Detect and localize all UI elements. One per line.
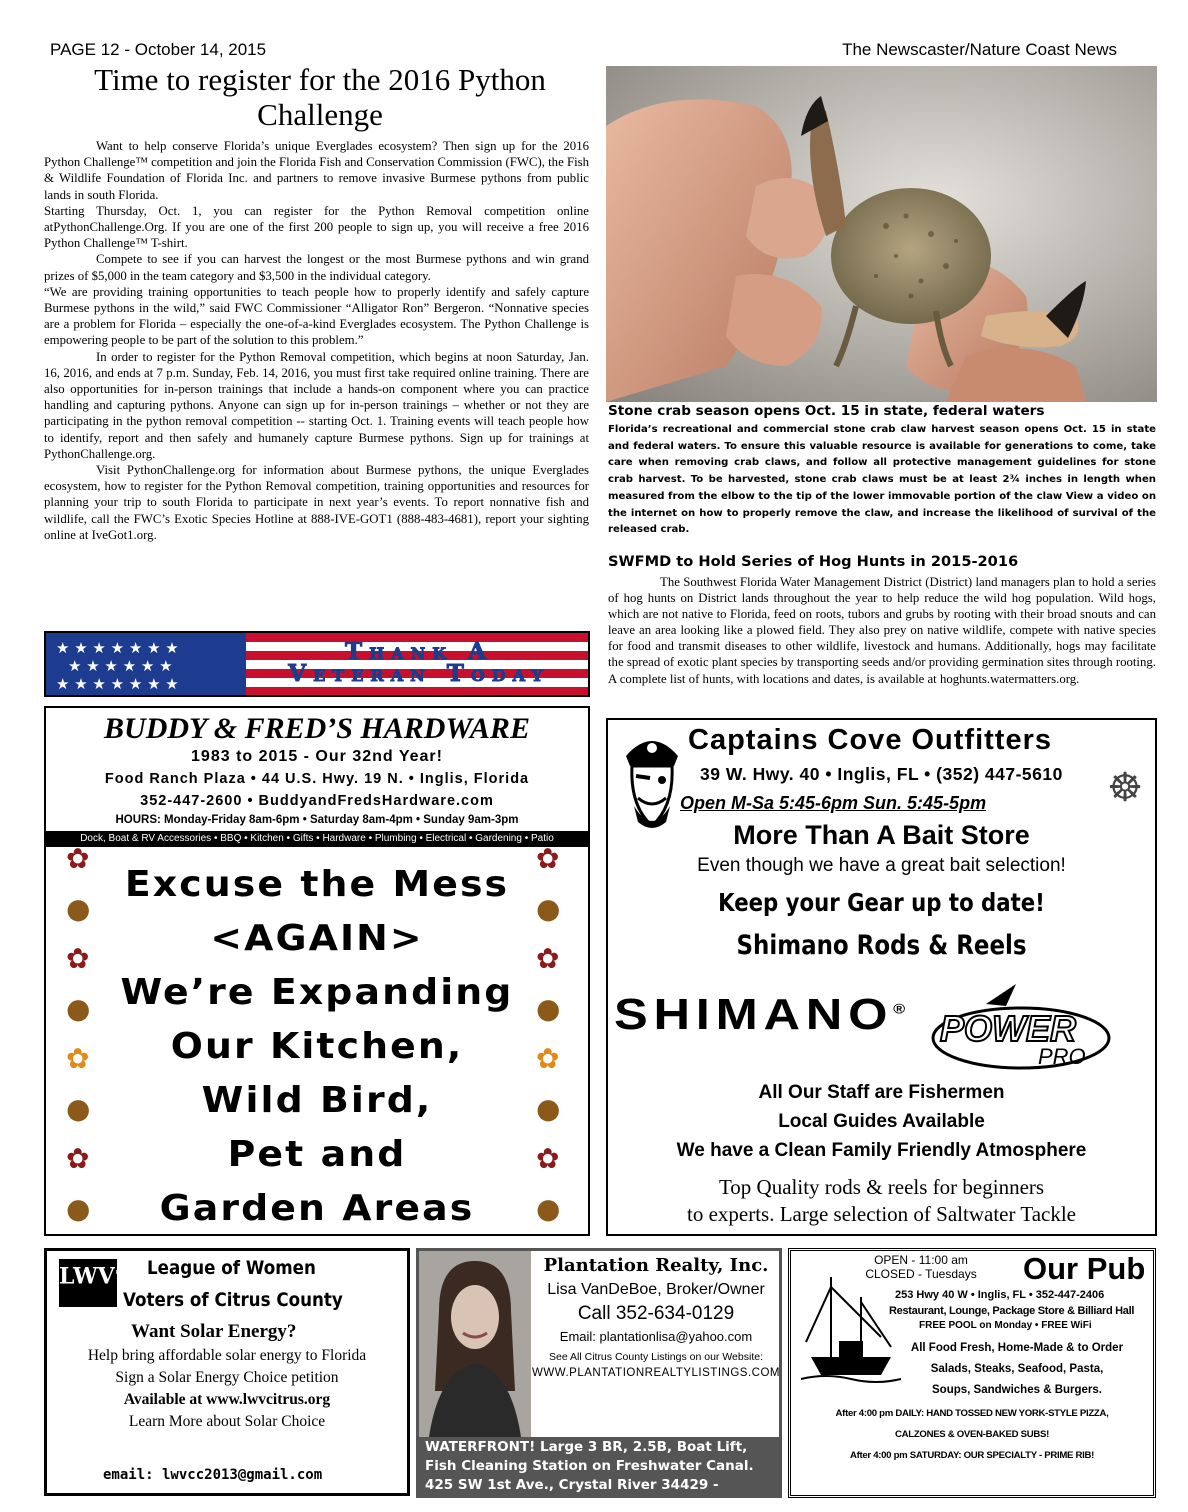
pub-address: 253 Hwy 40 W • Inglis, FL • 352-447-2406 — [895, 1289, 1105, 1301]
pro-wordmark: PRO — [1038, 1044, 1086, 1069]
article-paragraph: In order to register for the Python Removal competition, which begins at noon Saturday, Jan. 16, 2016, and ends at 7 p.m. Sunday, Feb. 14, 2016, you must first take required online training. There are also opportunities for in-person trainings that include a hands-on component where you can practice handling and capturing pythons. Anyone can sign up for in-person trainings – whether or not they are participating in the python removal competition -- starting Oct. 1. Training events will teach people how to identify, report and then safely and humanely capture Burmese pythons. Sign up for trainings at PythonChallenge.org. — [44, 349, 589, 461]
league-line: Learn More about Solar Choice — [128, 1413, 326, 1430]
svg-text:✿: ✿ — [66, 842, 90, 875]
article-paragraph: Want to help conserve Florida’s unique Everglades ecosystem? Then sign up for the 2016 Python Challenge™ competition and join the Florida Fish and Conservation Commission (FWC), the Fish & Wildlife Foundation of Florida Inc. and partners to remove invasive Burmese pythons from public lands in south Florida. — [44, 139, 590, 202]
crab-headline: Stone crab season opens Oct. 15 in state, federal waters — [608, 403, 1045, 419]
hardware-hours: HOURS: Monday-Friday 8am-6pm • Saturday 8am-4pm • Sunday 9am-3pm — [115, 814, 519, 826]
power-pro-logo — [926, 982, 1116, 1078]
message-line: We’re Expanding — [120, 972, 514, 1013]
pub-extras: FREE POOL on Monday • FREE WiFi — [919, 1320, 1092, 1331]
svg-text:★ ★ ★ ★ ★ ★ ★: ★ ★ ★ ★ ★ ★ ★ — [56, 675, 179, 693]
outfitters-name: Captains Cove Outfitters — [688, 724, 1052, 756]
league-name2: Voters of Citrus County — [123, 1289, 343, 1311]
league-text — [47, 1345, 407, 1433]
pub-food: All Food Fresh, Home-Made & to Order — [910, 1342, 1124, 1354]
outfitters-pitch2: Shimano Rods & Reels — [736, 930, 1027, 961]
pub-type: Restaurant, Lounge, Package Store & Billiard Hall — [889, 1305, 1135, 1317]
svg-text:✿: ✿ — [66, 1042, 90, 1075]
svg-text:●: ● — [536, 1192, 561, 1225]
message-line: Wild Bird, — [201, 1080, 433, 1121]
veteran-line1: Thank A — [344, 638, 494, 665]
svg-text:●: ● — [66, 1092, 91, 1125]
star-field — [46, 633, 246, 695]
svg-text:●: ● — [536, 992, 561, 1025]
outfitters-address: 39 W. Hwy. 40 • Inglis, FL • (352) 447-5610 — [700, 764, 1063, 784]
lwv-logo-text: LWV — [59, 1263, 115, 1290]
message-line: Garden Areas — [159, 1188, 475, 1229]
outfitters-ad — [606, 718, 1157, 1236]
pub-open: OPEN - 11:00 am — [874, 1253, 968, 1267]
lwv-logo — [59, 1259, 124, 1307]
pub-saturday: After 4:00 pm SATURDAY: OUR SPECIALTY - PRIME RIB! — [849, 1450, 1095, 1461]
svg-text:●: ● — [66, 992, 91, 1025]
hog-body: The Southwest Florida Water Management District (District) land managers plan to hold a series of hog hunts on District lands throughout the year to help reduce the wild hog population. Wild hogs, which are not native to Florida, feed on roots, tubors and grubs by rooting with their broad snouts and can leave an area looking like a plowed field. They also prey on native wildlife, compete with native species for food and transmit diseases to other wildlife, livestock and humans. Additionally, hogs may facilitate the spread of exotic plant species by transporting seeds and/or providing germination sites through rooting. A complete list of hunts, with locations and dates, is available at hoghunts.watermatters.org. — [608, 575, 1156, 686]
article-paragraph: Visit PythonChallenge.org for information about Burmese pythons, the unique Everglades ecosystem, how to register for the Python Removal competition, training opportunities and resources for planning your trip to south Florida to participate in next year’s events. To report nonnative fish and wildlife, call the FWC’s Exotic Species Hotline at 888-IVE-GOT1 (888-483-4681), report your sighting online at IveGot1.org. — [44, 463, 589, 542]
pub-daily2: CALZONES & OVEN-BAKED SUBS! — [895, 1429, 1049, 1440]
message-line: Our Kitchen, — [170, 1026, 464, 1067]
hardware-address: Food Ranch Plaza • 44 U.S. Hwy. 19 N. • Inglis, Florida — [104, 771, 530, 787]
league-headline: Want Solar Energy? — [131, 1321, 297, 1342]
svg-text:●: ● — [536, 1092, 561, 1125]
veteran-text — [246, 638, 590, 687]
hardware-departments: Dock, Boat & RV Accessories • BBQ • Kitchen • Gifts • Hardware • Plumbing • Electrical • Gardening • Patio — [46, 831, 588, 847]
pub-specials — [791, 1403, 1153, 1466]
hardware-years: 1983 to 2015 - Our 32nd Year! — [191, 748, 443, 765]
message-line: <AGAIN> — [210, 918, 424, 959]
stone-crab-photo — [606, 66, 1157, 402]
quality-line: to experts. Large selection of Saltwater Tackle — [686, 1202, 1077, 1226]
league-link[interactable]: Available at www.lwvcitrus.org — [123, 1391, 331, 1408]
realty-name: Plantation Realty, Inc. — [543, 1255, 769, 1276]
publication-name: The Newscaster/Nature Coast News — [842, 40, 1117, 59]
page-number-date: PAGE 12 - October 14, 2015 — [50, 40, 267, 59]
pub-daily: After 4:00 pm DAILY: HAND TOSSED NEW YORK-STYLE PIZZA, — [835, 1408, 1109, 1419]
outfitters-subtag: Even though we have a great bait selection! — [697, 855, 1066, 876]
ship-wheel-icon: ☸ — [1107, 765, 1143, 811]
pub-closed: CLOSED - Tuesdays — [865, 1267, 977, 1281]
svg-text:★ ★ ★ ★ ★ ★ ★: ★ ★ ★ ★ ★ ★ ★ — [56, 639, 179, 657]
hardware-phone-web: 352-447-2600 • BuddyandFredsHardware.com — [140, 793, 494, 809]
message-line: Excuse the Mess — [124, 864, 510, 905]
staff-line: All Our Staff are Fishermen — [758, 1082, 1005, 1103]
article-paragraph: Compete to see if you can harvest the longest or the most Burmese pythons and win grand prizes of $5,000 in the team category and $3,500 in the individual category. — [44, 252, 589, 283]
svg-text:✿: ✿ — [536, 942, 560, 975]
realty-agent: Lisa VanDeBoe, Broker/Owner — [547, 1281, 765, 1298]
realty-phone[interactable]: Call 352-634-0129 — [577, 1303, 735, 1324]
veteran-line2: Veteran Today — [288, 660, 550, 687]
crab-body: Florida’s recreational and commercial stone crab claw harvest season opens Oct. 15 in state and federal waters. To ensure this valuable resource is available for generations to come, take care when removing crab claws, and follow all protective management guidelines for stone crab harvest. To be harvested, stone crab claws must be at least 2¾ inches in length when measured from the elbow to the tip of the lower immovable portion of the claw View a video on the internet on how to properly remove the claw, and increase the likelihood of survival of the released crab. — [608, 424, 1156, 536]
league-line: Sign a Solar Energy Choice petition — [115, 1369, 339, 1386]
pub-hours — [861, 1253, 981, 1281]
league-line: Help bring affordable solar energy to Florida — [87, 1347, 367, 1364]
outfitters-tagline: More Than A Bait Store — [733, 820, 1030, 850]
realty-web[interactable]: WWW.PLANTATIONREALTYLISTINGS.COM — [532, 1367, 780, 1379]
svg-text:★ ★ ★ ★ ★ ★: ★ ★ ★ ★ ★ ★ — [68, 657, 173, 675]
quality-line: Top Quality rods & reels for beginners — [718, 1175, 1045, 1199]
pub-ad — [788, 1248, 1156, 1498]
svg-text:✿: ✿ — [66, 1142, 90, 1175]
pub-menu-line: Salads, Steaks, Seafood, Pasta, — [930, 1363, 1104, 1375]
svg-text:✿: ✿ — [536, 842, 560, 875]
pub-menu-line: Soups, Sandwiches & Burgers. — [932, 1384, 1102, 1396]
pub-name: Our Pub — [1023, 1251, 1146, 1286]
outfitters-pitch1: Keep your Gear up to date! — [718, 888, 1045, 917]
shimano-registered-mark: ® — [893, 1000, 911, 1017]
staff-line: Local Guides Available — [778, 1111, 985, 1132]
veteran-banner — [44, 631, 590, 697]
message-line: Pet and — [227, 1134, 407, 1175]
league-ad — [44, 1248, 410, 1496]
svg-text:●: ● — [66, 892, 91, 925]
realty-email[interactable]: Email: plantationlisa@yahoo.com — [559, 1329, 753, 1344]
svg-text:✿: ✿ — [536, 1042, 560, 1075]
league-name1: League of Women — [147, 1257, 316, 1279]
realty-feature: WATERFRONT! Large 3 BR, 2.5B, Boat Lift, Fish Cleaning Station on Freshwater Canal. 425 SW 1st Ave., Crystal River 34429 - $399,000. — [419, 1437, 779, 1495]
article-paragraph: “We are providing training opportunities to teach people how to properly identify and safely capture Burmese pythons in the wild,” said FWC Commissioner “Alligator Ron” Bergeron. “Nonnative species are a problem for Florida – especially the one-of-a-kind Everglades ecosystem. The Python Challenge is empowering people to be part of the solution to this problem.” — [44, 284, 589, 348]
lwv-registered-mark: ® — [114, 1268, 124, 1278]
power-wordmark: POWER — [940, 1008, 1077, 1049]
pub-menu — [881, 1338, 1153, 1401]
svg-text:●: ● — [536, 892, 561, 925]
shimano-wordmark: SHIMANO — [614, 990, 894, 1039]
svg-text:✿: ✿ — [536, 1142, 560, 1175]
svg-text:✿: ✿ — [66, 942, 90, 975]
hardware-message — [95, 858, 538, 1236]
hardware-name: BUDDY & FRED’S HARDWARE — [104, 712, 530, 745]
shimano-logo — [614, 990, 911, 1040]
svg-text:●: ● — [66, 1192, 91, 1225]
article-body — [44, 138, 589, 543]
outfitters-quality — [608, 1174, 1155, 1228]
outfitters-staff — [608, 1078, 1155, 1165]
staff-line: We have a Clean Family Friendly Atmosphere — [676, 1140, 1087, 1161]
league-email[interactable]: email: lwvcc2013@gmail.com — [103, 1467, 323, 1483]
realty-ad — [416, 1248, 782, 1512]
outfitters-hours: Open M-Sa 5:45-6pm Sun. 5:45-5pm — [680, 793, 987, 813]
article-paragraph: Starting Thursday, Oct. 1, you can register for the Python Removal competition online atPythonChallenge.Org. If you are one of the first 200 people to sign up, you will receive a free 2016 Python Challenge™ T-shirt. — [44, 203, 589, 251]
hardware-ad — [44, 706, 590, 1236]
agent-photo — [419, 1251, 531, 1437]
article-title: Time to register for the 2016 Python Challenge — [94, 62, 546, 132]
hog-headline: SWFMD to Hold Series of Hog Hunts in 2015-2016 — [608, 553, 1019, 570]
realty-listings: See All Citrus County Listings on our Website: — [549, 1351, 763, 1363]
